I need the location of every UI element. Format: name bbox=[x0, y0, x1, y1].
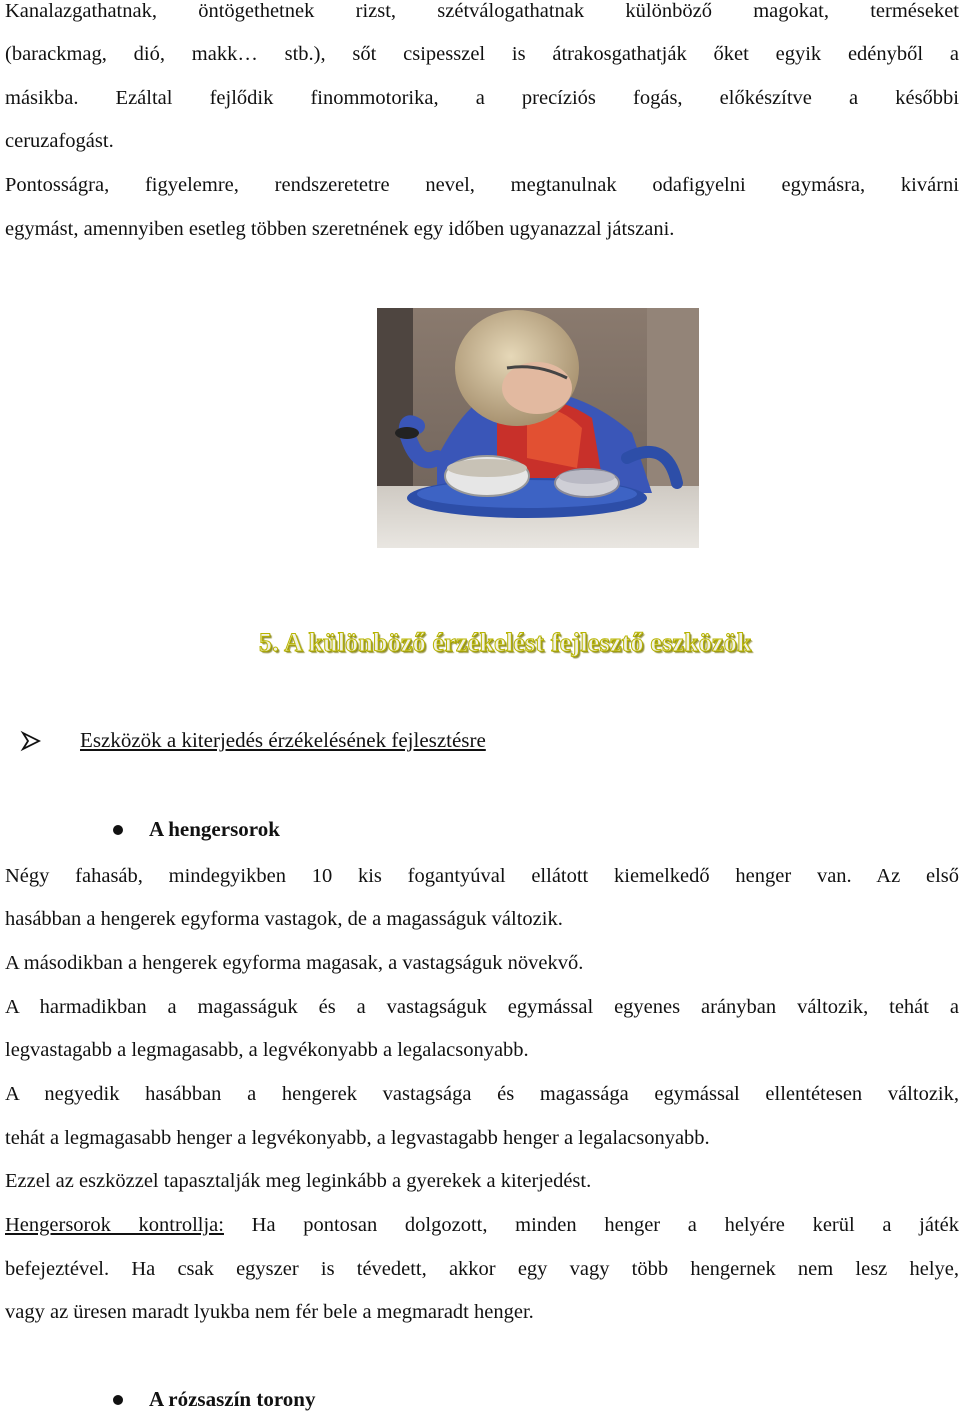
bullet-dot-icon bbox=[113, 1395, 123, 1405]
control-line-1 bbox=[5, 1204, 959, 1248]
bullet-item-hengersorok bbox=[113, 817, 280, 842]
control-line-3: vagy az üresen maradt lyukba nem fér bele a megmaradt henger. bbox=[5, 1301, 534, 1323]
bullet-item-title: A rózsaszín torony bbox=[149, 1387, 316, 1411]
body-line-2: hasábban a hengerek egyforma vastagok, de a magasságuk változik. bbox=[5, 908, 563, 930]
photo-illustration bbox=[377, 308, 699, 548]
control-text: Ha pontosan dolgozott, minden henger a helyére kerül a játék bbox=[223, 1214, 959, 1236]
body-line-3: A másodikban a hengerek egyforma magasak, a vastagságuk növekvő. bbox=[5, 952, 584, 974]
section-title: 5. A különböző érzékelést fejlesztő eszközök bbox=[259, 628, 752, 657]
control-label: Hengersorok kontrollja: bbox=[5, 1214, 224, 1236]
subheading bbox=[20, 728, 486, 753]
body-line-6: A negyedik hasábban a hengerek vastagsága és magassága egymással ellentétesen változik, bbox=[5, 1083, 959, 1105]
bullet-item-title: A hengersorok bbox=[149, 817, 280, 841]
bullet-item-rozsaszin-torony bbox=[113, 1387, 315, 1412]
subheading-text: Eszközök a kiterjedés érzékelésének fejlesztésre bbox=[80, 728, 486, 752]
bullet-dot-icon bbox=[113, 825, 123, 835]
intro2-paragraph-line-1: Pontosságra, figyelemre, rendszeretetre nevel, megtanulnak odafigyelni egymásra, kivárni bbox=[5, 174, 959, 196]
intro-paragraph-line-1: Kanalazgathatnak, öntögethetnek rizst, szétválogathatnak különböző magokat, terméseket bbox=[5, 0, 959, 22]
arrow-bullet-icon bbox=[20, 730, 42, 752]
body-line-4: A harmadikban a magasságuk és a vastagságuk egymással egyenes arányban változik, tehát a bbox=[5, 996, 959, 1018]
body-line-5: legvastagabb a legmagasabb, a legvékonyabb a legalacsonyabb. bbox=[5, 1039, 529, 1061]
body-line-1: Négy fahasáb, mindegyikben 10 kis fogantyúval ellátott kiemelkedő henger van. Az első bbox=[5, 865, 959, 887]
body-line-8: Ezzel az eszközzel tapasztalják meg leginkább a gyerekek a kiterjedést. bbox=[5, 1170, 592, 1192]
intro-paragraph-line-2: (barackmag, dió, makk… stb.), sőt csipesszel is átrakosgathatják őket egyik edényből a bbox=[5, 43, 959, 65]
intro-paragraph-line-3: másikba. Ezáltal fejlődik finommotorika, a precíziós fogás, előkészítve a későbbi bbox=[5, 87, 959, 109]
intro-paragraph-line-4: ceruzafogást. bbox=[5, 130, 114, 152]
control-line-2: befejeztével. Ha csak egyszer is tévedett, akkor egy vagy több hengernek nem lesz helye, bbox=[5, 1258, 959, 1280]
body-line-7: tehát a legmagasabb henger a legvékonyabb, a legvastagabb henger a legalacsonyabb. bbox=[5, 1127, 710, 1149]
child-playing-photo bbox=[377, 308, 699, 548]
intro2-paragraph-line-2: egymást, amennyiben esetleg többen szeretnének egy időben ugyanazzal játszani. bbox=[5, 218, 675, 240]
